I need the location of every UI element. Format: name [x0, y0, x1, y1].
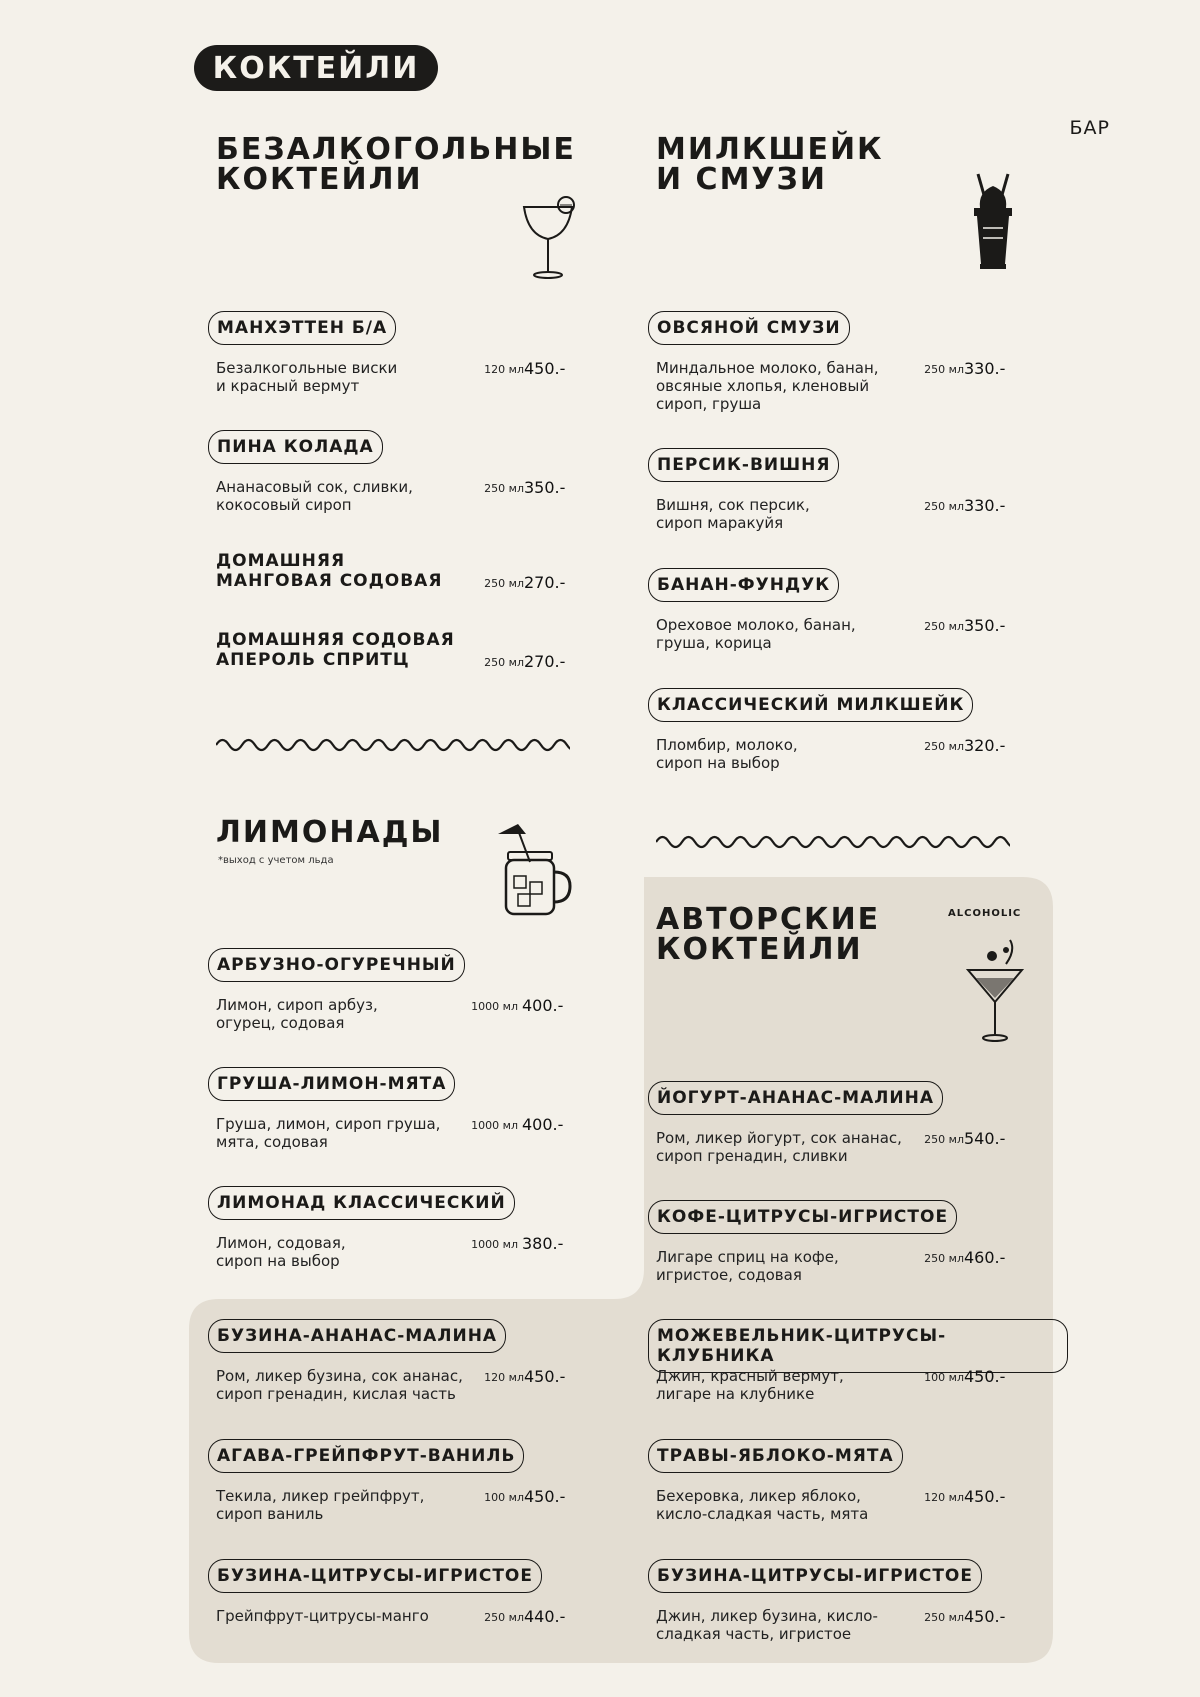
menu-item-volume: 250 мл: [484, 482, 524, 495]
menu-item-price: 450.-: [964, 1367, 1006, 1386]
menu-item-price: 270.-: [524, 652, 566, 671]
menu-item-volume: 120 мл: [484, 363, 524, 376]
bar-label: БАР: [1069, 117, 1110, 139]
menu-item-price: 450.-: [524, 1367, 566, 1386]
menu-item: [208, 430, 588, 514]
menu-item-volume: 250 мл: [924, 1133, 964, 1146]
menu-item-price: 450.-: [524, 1487, 566, 1506]
menu-item-description: Ром, ликер йогурт, сок ананас, сироп гренадин, сливки: [656, 1129, 902, 1165]
menu-item-description: Ром, ликер бузина, сок ананас, сироп гренадин, кислая часть: [216, 1367, 463, 1403]
menu-item-volume: 120 мл: [924, 1491, 964, 1504]
menu-item-name: ГРУША-ЛИМОН-МЯТА: [208, 1067, 455, 1101]
wave-divider-right: [656, 832, 1010, 852]
menu-item-description: Вишня, сок персик, сироп маракуйя: [656, 496, 810, 532]
menu-item-name: КОФЕ-ЦИТРУСЫ-ИГРИСТОЕ: [648, 1200, 957, 1234]
menu-item-name: ДОМАШНЯЯ СОДОВАЯ АПЕРОЛЬ СПРИТЦ: [216, 630, 455, 670]
menu-item-name: МОЖЕВЕЛЬНИК-ЦИТРУСЫ-КЛУБНИКА: [648, 1319, 1068, 1373]
menu-item-volume: 250 мл: [924, 740, 964, 753]
menu-item: [208, 630, 628, 670]
milkshake-glass-icon: [968, 172, 1018, 272]
menu-item-name: ДОМАШНЯЯ МАНГОВАЯ СОДОВАЯ: [216, 551, 443, 591]
menu-item-price: 540.-: [964, 1129, 1006, 1148]
menu-item-description: Бехеровка, ликер яблоко, кисло-сладкая часть, мята: [656, 1487, 869, 1523]
menu-item-volume: 250 мл: [924, 500, 964, 513]
menu-item-name: ТРАВЫ-ЯБЛОКО-МЯТА: [648, 1439, 903, 1473]
section-title-signature: АВТОРСКИЕ КОКТЕЙЛИ: [656, 902, 881, 967]
martini-glass-icon: [966, 936, 1024, 1044]
menu-item-description: Грейпфрут-цитрусы-манго: [216, 1607, 429, 1625]
alcoholic-tag: ALCOHOLIC: [948, 908, 1022, 919]
menu-item-volume: 100 мл: [924, 1371, 964, 1384]
menu-item-description: Груша, лимон, сироп груша, мята, содовая: [216, 1115, 441, 1151]
menu-item-name: ОВСЯНОЙ СМУЗИ: [648, 311, 850, 345]
menu-item-volume: 250 мл: [484, 1611, 524, 1624]
menu-item: [208, 1439, 588, 1523]
menu-item: [208, 1319, 588, 1403]
menu-item-name: ПИНА КОЛАДА: [208, 430, 383, 464]
menu-item-name: ПЕРСИК-ВИШНЯ: [648, 448, 839, 482]
menu-item-description: Ореховое молоко, банан, груша, корица: [656, 616, 856, 652]
menu-item: [648, 688, 1028, 772]
menu-item: [208, 1067, 588, 1151]
menu-item-name: АРБУЗНО-ОГУРЕЧНЫЙ: [208, 948, 465, 982]
menu-item: [208, 1186, 588, 1270]
section-title-lemonades: ЛИМОНАДЫ: [216, 815, 444, 850]
menu-item-price: 440.-: [524, 1607, 566, 1626]
menu-item-price: 450.-: [964, 1487, 1006, 1506]
menu-item: [648, 1319, 1068, 1403]
menu-item-volume: 1000 мл: [471, 1119, 518, 1132]
menu-item-description: Ананасовый сок, сливки, кокосовый сироп: [216, 478, 413, 514]
menu-item-name: ЙОГУРТ-АНАНАС-МАЛИНА: [648, 1081, 943, 1115]
menu-item-price: 330.-: [964, 496, 1006, 515]
menu-item-description: Джин, ликер бузина, кисло- сладкая часть, игристое: [656, 1607, 878, 1643]
menu-item: [648, 448, 1028, 532]
wave-divider-left: [216, 735, 570, 755]
menu-item: [208, 948, 588, 1032]
menu-item: [208, 311, 588, 395]
menu-item-name: АГАВА-ГРЕЙПФРУТ-ВАНИЛЬ: [208, 1439, 524, 1473]
lemonades-note: *выход с учетом льда: [218, 855, 334, 866]
menu-item-name: БУЗИНА-АНАНАС-МАЛИНА: [208, 1319, 506, 1353]
signature-background: [189, 877, 1053, 1663]
menu-item-price: 400.-: [522, 996, 564, 1015]
menu-item-volume: 250 мл: [924, 620, 964, 633]
menu-item-price: 380.-: [522, 1234, 564, 1253]
menu-item-name: БУЗИНА-ЦИТРУСЫ-ИГРИСТОЕ: [208, 1559, 542, 1593]
menu-item-name: КЛАССИЧЕСКИЙ МИЛКШЕЙК: [648, 688, 973, 722]
menu-item-description: Безалкогольные виски и красный вермут: [216, 359, 398, 395]
menu-item-name: БАНАН-ФУНДУК: [648, 568, 839, 602]
section-title-non-alcoholic: БЕЗАЛКОГОЛЬНЫЕ КОКТЕЙЛИ: [216, 132, 576, 197]
menu-item-description: Лимон, сироп арбуз, огурец, содовая: [216, 996, 378, 1032]
menu-item-price: 450.-: [964, 1607, 1006, 1626]
menu-item-volume: 100 мл: [484, 1491, 524, 1504]
menu-item-price: 270.-: [524, 573, 566, 592]
menu-item-name: ЛИМОНАД КЛАССИЧЕСКИЙ: [208, 1186, 515, 1220]
menu-item-price: 330.-: [964, 359, 1006, 378]
section-title-milkshake: МИЛКШЕЙК И СМУЗИ: [656, 132, 884, 197]
menu-item-volume: 250 мл: [484, 656, 524, 669]
menu-item-name: БУЗИНА-ЦИТРУСЫ-ИГРИСТОЕ: [648, 1559, 982, 1593]
menu-item: [208, 551, 628, 591]
menu-item-volume: 120 мл: [484, 1371, 524, 1384]
menu-item-description: Миндальное молоко, банан, овсяные хлопья, кленовый сироп, груша: [656, 359, 879, 413]
menu-item: [648, 1559, 1028, 1643]
menu-item-description: Лимон, содовая, сироп на выбор: [216, 1234, 346, 1270]
menu-item-volume: 1000 мл: [471, 1238, 518, 1251]
menu-item: [648, 568, 1028, 652]
menu-item-description: Текила, ликер грейпфрут, сироп ваниль: [216, 1487, 425, 1523]
menu-item-name: МАНХЭТТЕН Б/А: [208, 311, 396, 345]
menu-item-description: Джин, красный вермут, лигаре на клубнике: [656, 1367, 844, 1403]
menu-item-price: 450.-: [524, 359, 566, 378]
menu-item-price: 320.-: [964, 736, 1006, 755]
menu-item: [648, 1081, 1028, 1165]
menu-item-description: Пломбир, молоко, сироп на выбор: [656, 736, 798, 772]
menu-item-price: 350.-: [964, 616, 1006, 635]
menu-item-volume: 250 мл: [924, 363, 964, 376]
menu-item-volume: 250 мл: [484, 577, 524, 590]
lemonade-jar-icon: [496, 822, 576, 918]
menu-item-price: 460.-: [964, 1248, 1006, 1267]
menu-item-price: 400.-: [522, 1115, 564, 1134]
menu-item-price: 350.-: [524, 478, 566, 497]
menu-item: [208, 1559, 588, 1626]
menu-item-volume: 1000 мл: [471, 1000, 518, 1013]
menu-item: [648, 1200, 1028, 1284]
menu-item: [648, 1439, 1028, 1523]
menu-item-description: Лигаре сприц на кофе, игристое, содовая: [656, 1248, 839, 1284]
menu-item: [648, 311, 1028, 413]
menu-title-badge: КОКТЕЙЛИ: [194, 45, 438, 91]
menu-item-volume: 250 мл: [924, 1252, 964, 1265]
menu-item-volume: 250 мл: [924, 1611, 964, 1624]
coupe-glass-icon: [520, 195, 576, 281]
